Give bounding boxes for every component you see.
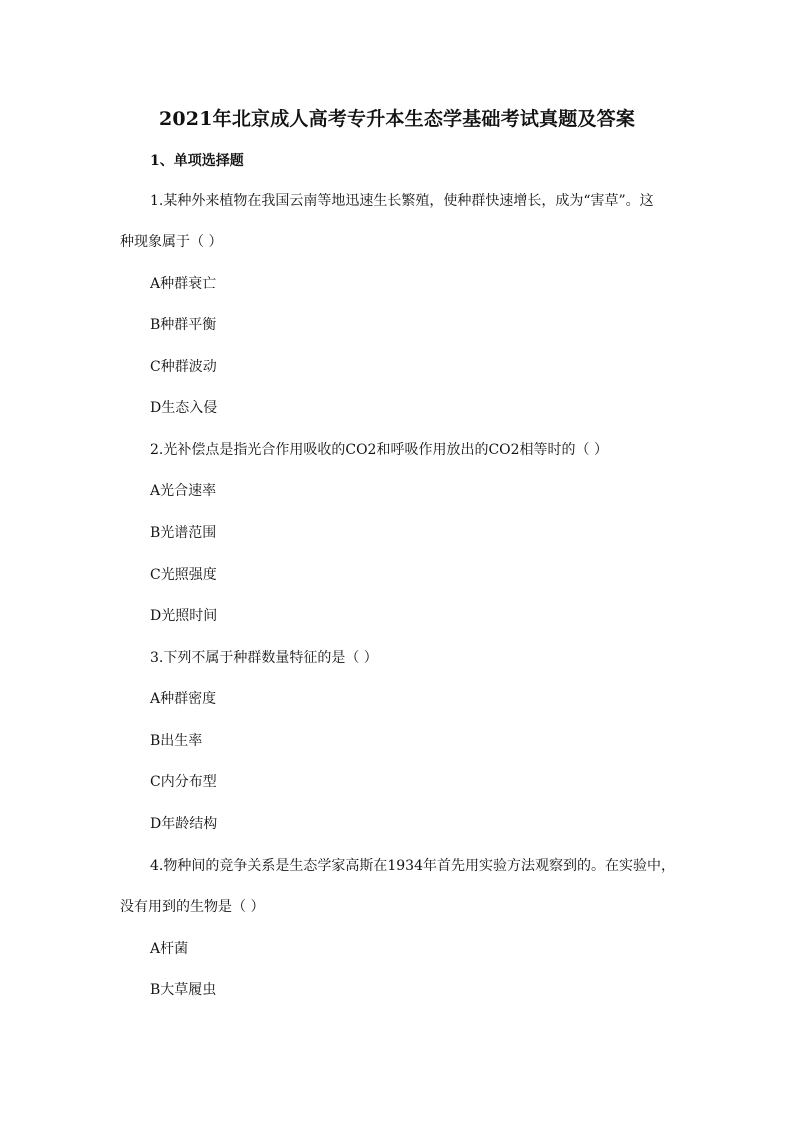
- question-2-option-a: A光合速率: [150, 483, 217, 499]
- question-4-option-b: B大草履虫: [150, 982, 217, 998]
- question-3-option-c: C内分布型: [150, 774, 217, 790]
- question-2-stem: 2.光补偿点是指光合作用吸收的CO2和呼吸作用放出的CO2相等时的（ ）: [150, 442, 608, 458]
- question-4-stem-continued: 没有用到的生物是（ ）: [120, 899, 265, 915]
- page-title: 2021年北京成人高考专升本生态学基础考试真题及答案: [158, 108, 636, 130]
- question-3-stem: 3.下列不属于种群数量特征的是（ ）: [150, 650, 378, 666]
- question-2-option-c: C光照强度: [150, 567, 217, 583]
- question-1-option-c: C种群波动: [150, 359, 217, 375]
- question-1-stem-continued: 种现象属于（ ）: [120, 234, 223, 250]
- question-4-option-a: A杆菌: [150, 941, 189, 957]
- question-4-stem: 4.物种间的竞争关系是生态学家高斯在1934年首先用实验方法观察到的。在实验中，: [150, 858, 675, 874]
- question-2-option-d: D光照时间: [150, 608, 218, 624]
- question-1-stem: 1.某种外来植物在我国云南等地迅速生长繁殖，使种群快速增长，成为“害草”。这: [150, 193, 654, 209]
- question-1-option-a: A种群衰亡: [150, 276, 217, 292]
- question-1-option-d: D生态入侵: [150, 400, 218, 416]
- section-heading: 1、单项选择题: [150, 153, 244, 169]
- question-3-option-a: A种群密度: [150, 691, 217, 707]
- question-3-option-b: B出生率: [150, 733, 203, 749]
- question-2-option-b: B光谱范围: [150, 525, 217, 541]
- question-3-option-d: D年龄结构: [150, 816, 218, 832]
- question-1-option-b: B种群平衡: [150, 317, 217, 333]
